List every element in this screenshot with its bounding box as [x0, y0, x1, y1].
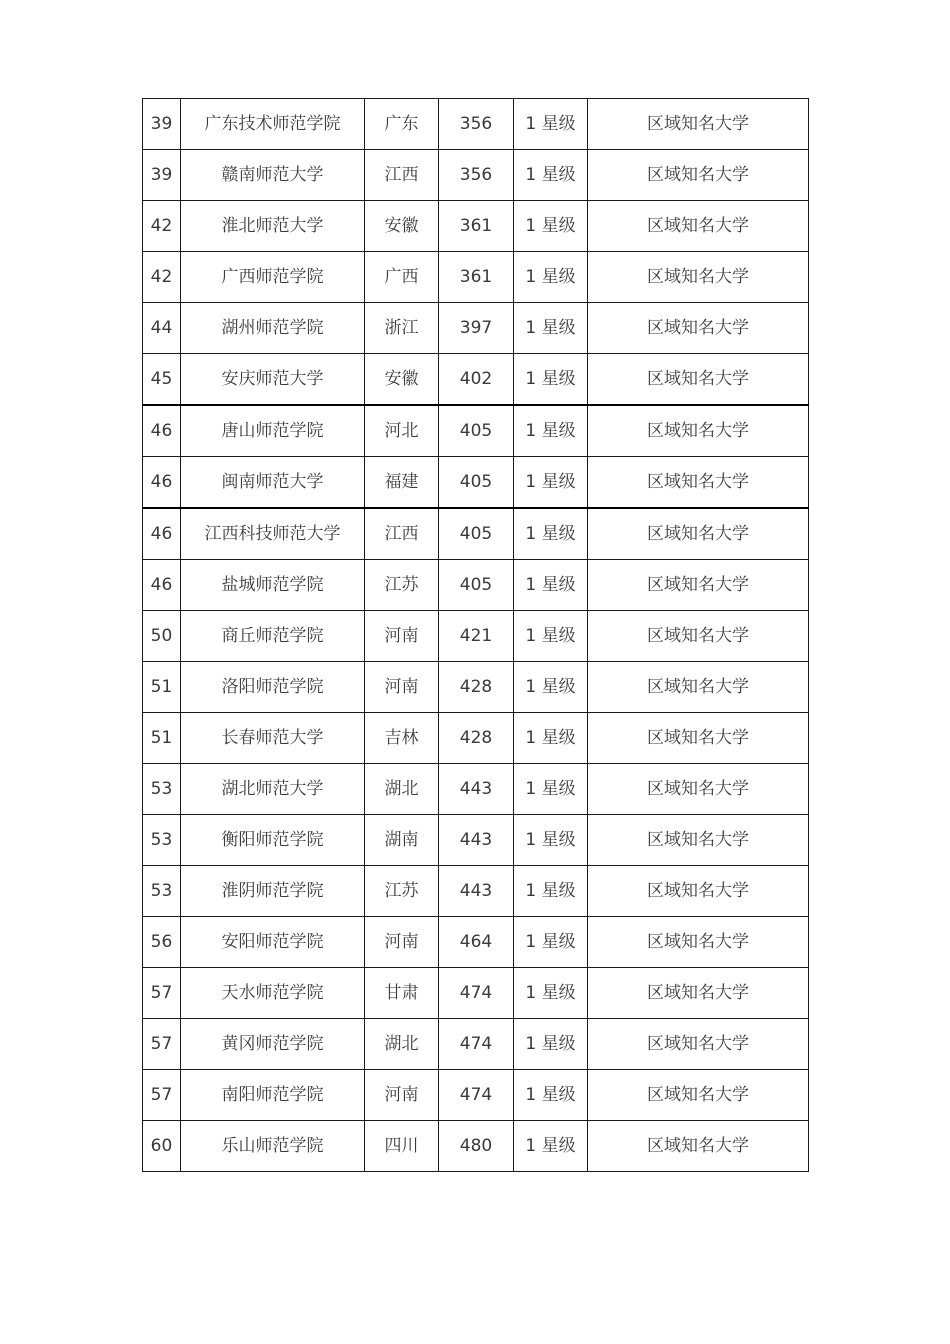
table-row: [143, 611, 809, 662]
table-row: [143, 457, 809, 509]
university-name-cell: 湖州师范学院: [181, 303, 365, 354]
star-level-cell: 1 星级: [514, 508, 588, 560]
university-name-cell: 湖北师范大学: [181, 764, 365, 815]
table-row: [143, 99, 809, 150]
province-cell: 河南: [365, 1070, 439, 1121]
province-cell: 广西: [365, 252, 439, 303]
score-cell: 443: [439, 815, 514, 866]
university-name-cell: 长春师范大学: [181, 713, 365, 764]
score-cell: 464: [439, 917, 514, 968]
table-row: [143, 560, 809, 611]
province-cell: 福建: [365, 457, 439, 509]
rank-cell: 42: [143, 252, 181, 303]
rank-cell: 51: [143, 713, 181, 764]
ranking-table-body: [143, 99, 809, 1172]
university-name-cell: 商丘师范学院: [181, 611, 365, 662]
table-row: [143, 150, 809, 201]
university-name-cell: 安阳师范学院: [181, 917, 365, 968]
table-row: [143, 968, 809, 1019]
score-cell: 443: [439, 764, 514, 815]
score-cell: 405: [439, 560, 514, 611]
star-level-cell: 1 星级: [514, 201, 588, 252]
university-name-cell: 天水师范学院: [181, 968, 365, 1019]
star-level-cell: 1 星级: [514, 611, 588, 662]
province-cell: 河北: [365, 405, 439, 457]
tier-cell: 区域知名大学: [588, 457, 809, 509]
star-level-cell: 1 星级: [514, 405, 588, 457]
score-cell: 443: [439, 866, 514, 917]
tier-cell: 区域知名大学: [588, 917, 809, 968]
table-row: [143, 815, 809, 866]
star-level-cell: 1 星级: [514, 1070, 588, 1121]
rank-cell: 56: [143, 917, 181, 968]
university-name-cell: 衡阳师范学院: [181, 815, 365, 866]
tier-cell: 区域知名大学: [588, 99, 809, 150]
star-level-cell: 1 星级: [514, 866, 588, 917]
tier-cell: 区域知名大学: [588, 252, 809, 303]
rank-cell: 60: [143, 1121, 181, 1172]
university-name-cell: 乐山师范学院: [181, 1121, 365, 1172]
rank-cell: 57: [143, 1070, 181, 1121]
score-cell: 405: [439, 457, 514, 509]
university-name-cell: 闽南师范大学: [181, 457, 365, 509]
rank-cell: 53: [143, 815, 181, 866]
rank-cell: 51: [143, 662, 181, 713]
university-name-cell: 广西师范学院: [181, 252, 365, 303]
province-cell: 江苏: [365, 560, 439, 611]
tier-cell: 区域知名大学: [588, 866, 809, 917]
score-cell: 356: [439, 150, 514, 201]
tier-cell: 区域知名大学: [588, 1121, 809, 1172]
star-level-cell: 1 星级: [514, 252, 588, 303]
province-cell: 河南: [365, 917, 439, 968]
table-row: [143, 303, 809, 354]
province-cell: 浙江: [365, 303, 439, 354]
star-level-cell: 1 星级: [514, 815, 588, 866]
rank-cell: 57: [143, 1019, 181, 1070]
table-row: [143, 252, 809, 303]
rank-cell: 57: [143, 968, 181, 1019]
score-cell: 480: [439, 1121, 514, 1172]
university-name-cell: 唐山师范学院: [181, 405, 365, 457]
province-cell: 河南: [365, 662, 439, 713]
star-level-cell: 1 星级: [514, 99, 588, 150]
table-row: [143, 508, 809, 560]
table-row: [143, 764, 809, 815]
star-level-cell: 1 星级: [514, 560, 588, 611]
table-row: [143, 405, 809, 457]
star-level-cell: 1 星级: [514, 662, 588, 713]
province-cell: 安徽: [365, 354, 439, 406]
rank-cell: 46: [143, 508, 181, 560]
rank-cell: 50: [143, 611, 181, 662]
university-name-cell: 洛阳师范学院: [181, 662, 365, 713]
province-cell: 湖北: [365, 1019, 439, 1070]
rank-cell: 44: [143, 303, 181, 354]
province-cell: 江苏: [365, 866, 439, 917]
score-cell: 356: [439, 99, 514, 150]
star-level-cell: 1 星级: [514, 968, 588, 1019]
tier-cell: 区域知名大学: [588, 1070, 809, 1121]
university-name-cell: 淮阴师范学院: [181, 866, 365, 917]
tier-cell: 区域知名大学: [588, 1019, 809, 1070]
score-cell: 405: [439, 405, 514, 457]
table-row: [143, 713, 809, 764]
score-cell: 474: [439, 1070, 514, 1121]
university-name-cell: 安庆师范大学: [181, 354, 365, 406]
score-cell: 397: [439, 303, 514, 354]
table-row: [143, 201, 809, 252]
table-row: [143, 917, 809, 968]
province-cell: 江西: [365, 150, 439, 201]
score-cell: 428: [439, 662, 514, 713]
table-row: [143, 1070, 809, 1121]
tier-cell: 区域知名大学: [588, 611, 809, 662]
tier-cell: 区域知名大学: [588, 815, 809, 866]
table-row: [143, 1121, 809, 1172]
tier-cell: 区域知名大学: [588, 303, 809, 354]
table-row: [143, 1019, 809, 1070]
score-cell: 405: [439, 508, 514, 560]
rank-cell: 46: [143, 405, 181, 457]
province-cell: 湖北: [365, 764, 439, 815]
tier-cell: 区域知名大学: [588, 968, 809, 1019]
province-cell: 广东: [365, 99, 439, 150]
university-name-cell: 江西科技师范大学: [181, 508, 365, 560]
province-cell: 湖南: [365, 815, 439, 866]
score-cell: 428: [439, 713, 514, 764]
star-level-cell: 1 星级: [514, 1121, 588, 1172]
rank-cell: 53: [143, 764, 181, 815]
ranking-table: [142, 98, 809, 1172]
province-cell: 安徽: [365, 201, 439, 252]
rank-cell: 42: [143, 201, 181, 252]
rank-cell: 53: [143, 866, 181, 917]
university-name-cell: 南阳师范学院: [181, 1070, 365, 1121]
tier-cell: 区域知名大学: [588, 662, 809, 713]
star-level-cell: 1 星级: [514, 150, 588, 201]
star-level-cell: 1 星级: [514, 764, 588, 815]
tier-cell: 区域知名大学: [588, 560, 809, 611]
star-level-cell: 1 星级: [514, 1019, 588, 1070]
tier-cell: 区域知名大学: [588, 354, 809, 406]
province-cell: 河南: [365, 611, 439, 662]
score-cell: 361: [439, 252, 514, 303]
rank-cell: 39: [143, 99, 181, 150]
score-cell: 421: [439, 611, 514, 662]
star-level-cell: 1 星级: [514, 303, 588, 354]
table-row: [143, 354, 809, 406]
table-row: [143, 866, 809, 917]
tier-cell: 区域知名大学: [588, 713, 809, 764]
tier-cell: 区域知名大学: [588, 764, 809, 815]
star-level-cell: 1 星级: [514, 457, 588, 509]
province-cell: 甘肃: [365, 968, 439, 1019]
star-level-cell: 1 星级: [514, 354, 588, 406]
province-cell: 四川: [365, 1121, 439, 1172]
university-name-cell: 盐城师范学院: [181, 560, 365, 611]
rank-cell: 46: [143, 560, 181, 611]
tier-cell: 区域知名大学: [588, 150, 809, 201]
rank-cell: 39: [143, 150, 181, 201]
score-cell: 361: [439, 201, 514, 252]
tier-cell: 区域知名大学: [588, 405, 809, 457]
university-name-cell: 广东技术师范学院: [181, 99, 365, 150]
province-cell: 江西: [365, 508, 439, 560]
table-row: [143, 662, 809, 713]
rank-cell: 45: [143, 354, 181, 406]
rank-cell: 46: [143, 457, 181, 509]
score-cell: 474: [439, 1019, 514, 1070]
tier-cell: 区域知名大学: [588, 201, 809, 252]
star-level-cell: 1 星级: [514, 917, 588, 968]
province-cell: 吉林: [365, 713, 439, 764]
university-name-cell: 赣南师范大学: [181, 150, 365, 201]
score-cell: 474: [439, 968, 514, 1019]
university-name-cell: 黄冈师范学院: [181, 1019, 365, 1070]
tier-cell: 区域知名大学: [588, 508, 809, 560]
score-cell: 402: [439, 354, 514, 406]
star-level-cell: 1 星级: [514, 713, 588, 764]
university-name-cell: 淮北师范大学: [181, 201, 365, 252]
